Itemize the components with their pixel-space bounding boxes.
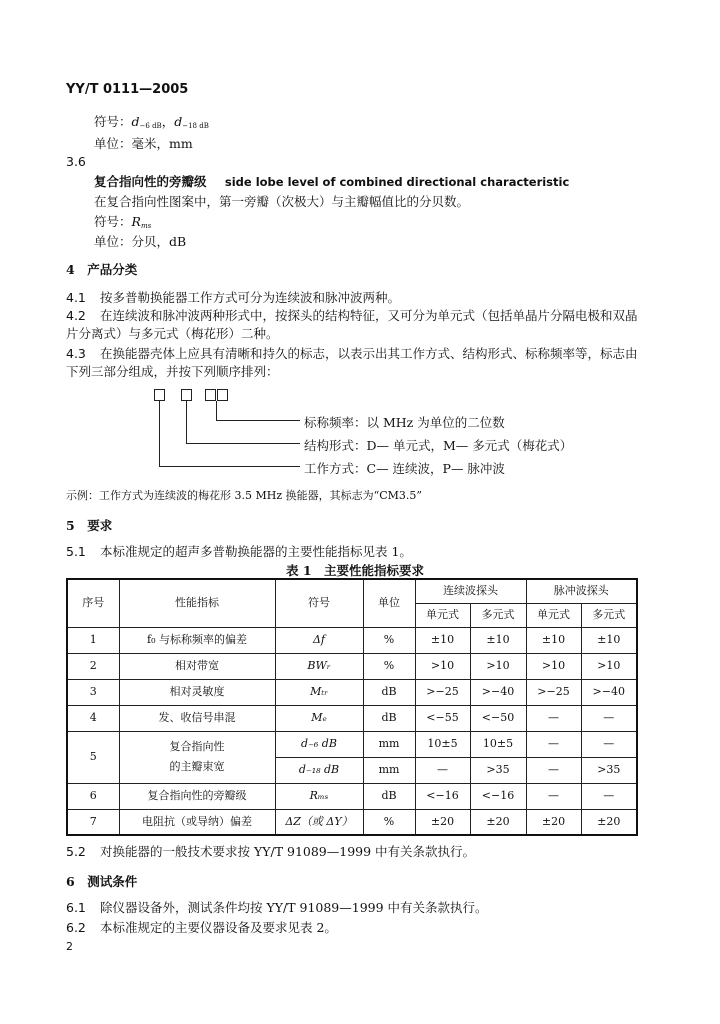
- cell-cw-single: >−25: [415, 679, 470, 705]
- freq-connector-horizontal: [216, 420, 300, 421]
- para-number: 5.2: [66, 844, 86, 859]
- cell-pw-single: —: [526, 731, 581, 757]
- sec-6-heading: 6 测试条件: [66, 874, 138, 889]
- cell-cw-single: ±20: [415, 809, 470, 835]
- symbol: R: [131, 214, 141, 229]
- col-group-cw: 连续波探头: [415, 579, 526, 603]
- cell-unit: dB: [363, 679, 415, 705]
- cell-symbol: Rₘₛ: [275, 783, 363, 809]
- cell-unit: %: [363, 653, 415, 679]
- marking-example: 示例：工作方式为连续波的梅花形 3.5 MHz 换能器，其标志为“CM3.5”: [66, 489, 423, 502]
- sec-4-heading: 4 产品分类: [66, 262, 138, 277]
- freq-box-2: [217, 389, 228, 401]
- table-row: [67, 627, 637, 653]
- cell-cw-multi: 10±5: [470, 731, 526, 757]
- col-header-metric: 性能指标: [119, 579, 275, 627]
- cell-pw-single: >−25: [526, 679, 581, 705]
- cell-symbol: Δf: [275, 627, 363, 653]
- para-text: 本标准规定的主要仪器设备及要求见表 2。: [100, 920, 337, 935]
- cell-unit: %: [363, 809, 415, 835]
- freq-connector-vertical: [216, 401, 217, 421]
- para-text: 按多普勒换能器工作方式可分为连续波和脉冲波两种。: [100, 290, 401, 305]
- cell-metric: 相对灵敏度: [119, 679, 275, 705]
- cell-symbol: ΔZ（或 ΔY）: [275, 809, 363, 835]
- cell-cw-multi: <−50: [470, 705, 526, 731]
- cell-pw-single: —: [526, 705, 581, 731]
- label-working-mode: 工作方式：C— 连续波，P— 脉冲波: [304, 461, 505, 476]
- cell-metric: 发、收信号串混: [119, 705, 275, 731]
- col-cw-single: 单元式: [415, 603, 470, 627]
- cell-unit: dB: [363, 705, 415, 731]
- sec-5-2: [66, 842, 475, 860]
- para-text: 在换能器壳体上应具有清晰和持久的标志，以表示出其工作方式、结构形式、标称频率等，标志由: [100, 346, 638, 361]
- symbol-label: 符号：: [94, 114, 132, 129]
- sec-3-5-unit: 单位：毫米，mm: [94, 136, 193, 151]
- cell-pw-multi: ±20: [581, 809, 637, 835]
- table-1: [66, 578, 638, 836]
- symbol-b: d: [174, 114, 183, 129]
- standard-code: YY/T 0111—2005: [66, 82, 189, 97]
- col-header-unit: 单位: [363, 579, 415, 627]
- symbol-label: 符号：: [94, 214, 132, 229]
- col-pw-multi: 多元式: [581, 603, 637, 627]
- cell-symbol: Mₜᵣ: [275, 679, 363, 705]
- table-row: [67, 783, 637, 809]
- cell-no: 7: [67, 809, 119, 835]
- symbol-sub: ms: [140, 222, 152, 230]
- sec-3-6-number: 3.6: [66, 154, 86, 169]
- freq-box-1: [205, 389, 216, 401]
- sec-4-1: [66, 288, 400, 306]
- sec-3-6-symbol-line: [94, 212, 151, 230]
- cell-cw-multi: ±10: [470, 627, 526, 653]
- cell-no: 4: [67, 705, 119, 731]
- mode-connector-vertical: [159, 401, 160, 467]
- mode-connector-horizontal: [159, 466, 300, 467]
- mode-box: [154, 389, 165, 401]
- page-number: 2: [66, 940, 73, 953]
- para-text: 除仪器设备外，测试条件均按 YY/T 91089—1999 中有关条款执行。: [100, 900, 488, 915]
- cell-metric: 电阻抗（或导纳）偏差: [119, 809, 275, 835]
- cell-no: 5: [67, 731, 119, 783]
- para-text: 在连续波和脉冲波两种形式中，按探头的结构特征，又可分为单元式（包括单晶片分隔电极和双晶: [100, 308, 638, 323]
- cell-no: 3: [67, 679, 119, 705]
- symbol-a: d: [131, 114, 140, 129]
- sec-3-6-unit: 单位：分贝，dB: [94, 234, 187, 249]
- symbol-a-sub: −6 dB: [139, 122, 162, 130]
- cell-pw-single: ±20: [526, 809, 581, 835]
- cell-no: 2: [67, 653, 119, 679]
- cell-unit: mm: [363, 731, 415, 757]
- label-nominal-frequency: 标称频率：以 MHz 为单位的二位数: [304, 415, 505, 430]
- table-row: [67, 653, 637, 679]
- structure-connector-horizontal: [186, 443, 300, 444]
- para-number: 4.2: [66, 308, 86, 323]
- cell-symbol: Mₑ: [275, 705, 363, 731]
- col-cw-multi: 多元式: [470, 603, 526, 627]
- sec-3-6-title: [94, 172, 569, 190]
- col-pw-single: 单元式: [526, 603, 581, 627]
- label-structure: 结构形式：D— 单元式，M— 多元式（梅花式）: [304, 438, 573, 453]
- cell-metric-line2: 的主瓣束宽: [169, 760, 225, 773]
- para-number: 4.3: [66, 346, 86, 361]
- cell-cw-multi: >−40: [470, 679, 526, 705]
- cell-pw-multi: >10: [581, 653, 637, 679]
- para-number: 6.1: [66, 900, 86, 915]
- cell-unit: dB: [363, 783, 415, 809]
- structure-box: [181, 389, 192, 401]
- cell-no: 6: [67, 783, 119, 809]
- para-text: 本标准规定的超声多普勒换能器的主要性能指标见表 1。: [100, 544, 412, 559]
- cell-metric-line1: 复合指向性: [169, 739, 225, 753]
- cell-cw-single: 10±5: [415, 731, 470, 757]
- cell-cw-single: >10: [415, 653, 470, 679]
- cell-unit: %: [363, 627, 415, 653]
- sec-3-5-symbol-line: [94, 112, 209, 130]
- cell-pw-multi: —: [581, 705, 637, 731]
- sec-6-2: [66, 918, 337, 936]
- col-group-pw: 脉冲波探头: [526, 579, 637, 603]
- sec-4-3: [66, 344, 638, 362]
- cell-pw-single: ±10: [526, 627, 581, 653]
- para-number: 4.1: [66, 290, 86, 305]
- table-row: [67, 679, 637, 705]
- col-header-no: 序号: [67, 579, 119, 627]
- sec-4-2-line2: 片分离式）与多元式（梅花形）二种。: [66, 326, 279, 341]
- cell-pw-single: >10: [526, 653, 581, 679]
- cell-symbol: d₋₆ dB: [275, 731, 363, 757]
- cell-cw-multi: >35: [470, 757, 526, 783]
- table-row: [67, 809, 637, 835]
- cell-pw-multi: —: [581, 783, 637, 809]
- cell-symbol: d₋₁₈ dB: [275, 757, 363, 783]
- table-1-caption: 表 1 主要性能指标要求: [286, 563, 425, 578]
- cell-metric: 复合指向性的旁瓣级: [119, 783, 275, 809]
- sec-4-3-line2: 下列三部分组成，并按下列顺序排列：: [66, 364, 279, 379]
- cell-pw-single: —: [526, 757, 581, 783]
- cell-cw-multi: <−16: [470, 783, 526, 809]
- cell-no: 1: [67, 627, 119, 653]
- col-header-symbol: 符号: [275, 579, 363, 627]
- structure-connector-vertical: [186, 401, 187, 444]
- cell-cw-multi: ±20: [470, 809, 526, 835]
- symbol-b-sub: −18 dB: [182, 122, 209, 130]
- cell-pw-multi: >35: [581, 757, 637, 783]
- cell-metric: f₀ 与标称频率的偏差: [119, 627, 275, 653]
- title-en: side lobe level of combined directional characteristic: [224, 175, 570, 189]
- cell-cw-single: ±10: [415, 627, 470, 653]
- cell-symbol: BWᵣ: [275, 653, 363, 679]
- table-row: [67, 731, 637, 757]
- table-row: [67, 705, 637, 731]
- cell-cw-single: —: [415, 757, 470, 783]
- para-text: 对换能器的一般技术要求按 YY/T 91089—1999 中有关条款执行。: [100, 844, 476, 859]
- cell-metric: 相对带宽: [119, 653, 275, 679]
- sec-5-1: [66, 542, 412, 560]
- cell-cw-single: <−16: [415, 783, 470, 809]
- cell-unit: mm: [363, 757, 415, 783]
- sec-6-1: [66, 898, 488, 916]
- cell-cw-single: <−55: [415, 705, 470, 731]
- cell-metric: [119, 731, 275, 783]
- cell-pw-single: —: [526, 783, 581, 809]
- cell-cw-multi: >10: [470, 653, 526, 679]
- para-number: 5.1: [66, 544, 86, 559]
- para-number: 6.2: [66, 920, 86, 935]
- sec-4-2: [66, 306, 638, 324]
- cell-pw-multi: —: [581, 731, 637, 757]
- cell-pw-multi: ±10: [581, 627, 637, 653]
- sec-5-heading: 5 要求: [66, 518, 113, 533]
- title-cn: 复合指向性的旁瓣级: [94, 174, 207, 189]
- sec-3-6-definition: 在复合指向性图案中，第一旁瓣（次极大）与主瓣幅值比的分贝数。: [94, 194, 470, 209]
- cell-pw-multi: >−40: [581, 679, 637, 705]
- symbol-sep: ，: [161, 114, 175, 129]
